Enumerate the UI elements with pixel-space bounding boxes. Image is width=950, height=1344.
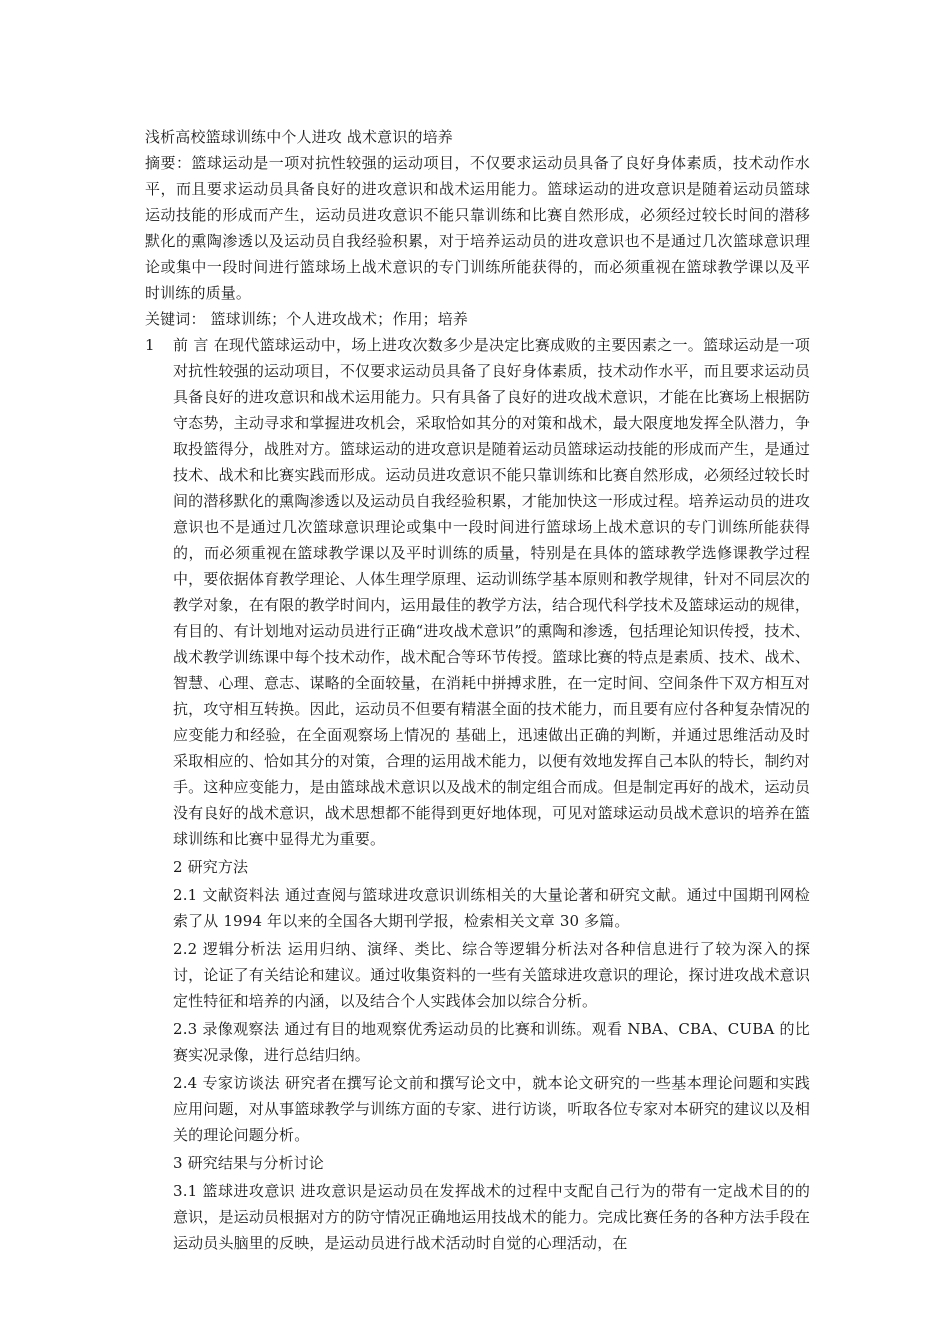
section-2-1-paragraph: 2.1 文献资料法 通过查阅与篮球进攻意识训练相关的大量论著和研究文献。通过中国期刊网检索了从 1994 年以来的全国各大期刊学报，检索相关文章 30 多篇。: [173, 886, 810, 930]
section-2-heading: 2 研究方法: [173, 858, 249, 876]
document-title: 浅析高校篮球训练中个人进攻 战术意识的培养: [145, 128, 453, 146]
section-2-3-paragraph: 2.3 录像观察法 通过有目的地观察优秀运动员的比赛和训练。观看 NBA、CBA、CUBA 的比赛实况录像，进行总结归纳。: [173, 1020, 810, 1064]
section-2-2-paragraph: 2.2 逻辑分析法 运用归纳、演绎、类比、综合等逻辑分析法对各种信息进行了较为深入的探讨，论证了有关结论和建议。通过收集资料的一些有关篮球进攻意识的理论，探讨进攻战术意识定性特征和培养的内涵，以及结合个人实践体会加以综合分析。: [173, 940, 810, 1010]
section-3-heading: 3 研究结果与分析讨论: [173, 1154, 324, 1172]
section-1-number: 1: [145, 336, 155, 354]
section-1: [145, 332, 810, 852]
keywords-line: 关键词： 篮球训练；个人进攻战术；作用；培养: [145, 310, 469, 328]
section-2-4-paragraph: 2.4 专家访谈法 研究者在撰写论文前和撰写论文中，就本论文研究的一些基本理论问题和实践应用问题，对从事篮球教学与训练方面的专家、进行访谈，听取各位专家对本研究的建议以及相关的理论问题分析。: [173, 1074, 810, 1144]
abstract-paragraph: 摘要：篮球运动是一项对抗性较强的运动项目，不仅要求运动员具备了良好身体素质，技术动作水平，而且要求运动员具备良好的进攻意识和战术运用能力。篮球运动的进攻意识是随着运动员篮球运动技能的形成而产生，运动员进攻意识不能只靠训练和比赛自然形成，必须经过较长时间的潜移默化的熏陶渗透以及运动员自我经验积累，对于培养运动员的进攻意识也不是通过几次篮球意识理论或集中一段时间进行篮球场上战术意识的专门训练所能获得的，而必须重视在篮球教学课以及平时训练的质量。: [145, 154, 810, 302]
section-3-1-paragraph: 3.1 篮球进攻意识 进攻意识是运动员在发挥战术的过程中支配自己行为的带有一定战术目的的意识，是运动员根据对方的防守情况正确地运用技战术的能力。完成比赛任务的各种方法手段在运动员头脑里的反映，是运动员进行战术活动时自觉的心理活动，在: [173, 1182, 810, 1252]
section-1-text: 前 言 在现代篮球运动中，场上进攻次数多少是决定比赛成败的主要因素之一。篮球运动是一项对抗性较强的运动项目，不仅要求运动员具备了良好身体素质，技术动作水平，而且要求运动员具备良好的进攻意识和战术运用能力。只有具备了良好的进攻战术意识，才能在比赛场上根据防守态势，主动寻求和掌握进攻机会，采取恰如其分的对策和战术，最大限度地发挥全队潜力，争取投篮得分，战胜对方。篮球运动的进攻意识是随着运动员篮球运动技能的形成而产生，是通过技术、战术和比赛实践而形成。运动员进攻意识不能只靠训练和比赛自然形成，必须经过较长时间的潜移默化的熏陶渗透以及运动员自我经验积累，才能加快这一形成过程。培养运动员的进攻意识也不是通过几次篮球意识理论或集中一段时间进行篮球场上战术意识的专门训练所能获得的，而必须重视在篮球教学课以及平时训练的质量，特别是在具体的篮球教学选修课教学过程中，要依据体育教学理论、人体生理学原理、运动训练学基本原则和教学规律，针对不同层次的教学对象，在有限的教学时间内，运用最佳的教学方法，结合现代科学技术及篮球运动的规律，有目的、有计划地对运动员进行正确“进攻战术意识”的熏陶和渗透，包括理论知识传授，技术、战术教学训练课中每个技术动作，战术配合等环节传授。篮球比赛的特点是素质、技术、战术、智慧、心理、意志、谋略的全面较量，在消耗中拼搏求胜，在一定时间、空间条件下双方相互对抗，攻守相互转换。因此，运动员不但要有精湛全面的技术能力，而且要有应付各种复杂情况的应变能力和经验，在全面观察场上情况的 基础上，迅速做出正确的判断，并通过思维活动及时采取相应的、恰如其分的对策，合理的运用战术能力，以便有效地发挥自己本队的特长，制约对手。这种应变能力，是由篮球战术意识以及战术的制定组合而成。但是制定再好的战术，运动员没有良好的战术意识，战术思想都不能得到更好地体现，可见对篮球运动员战术意识的培养在篮球训练和比赛中显得尤为重要。: [173, 336, 810, 848]
document-page: [145, 124, 810, 1256]
